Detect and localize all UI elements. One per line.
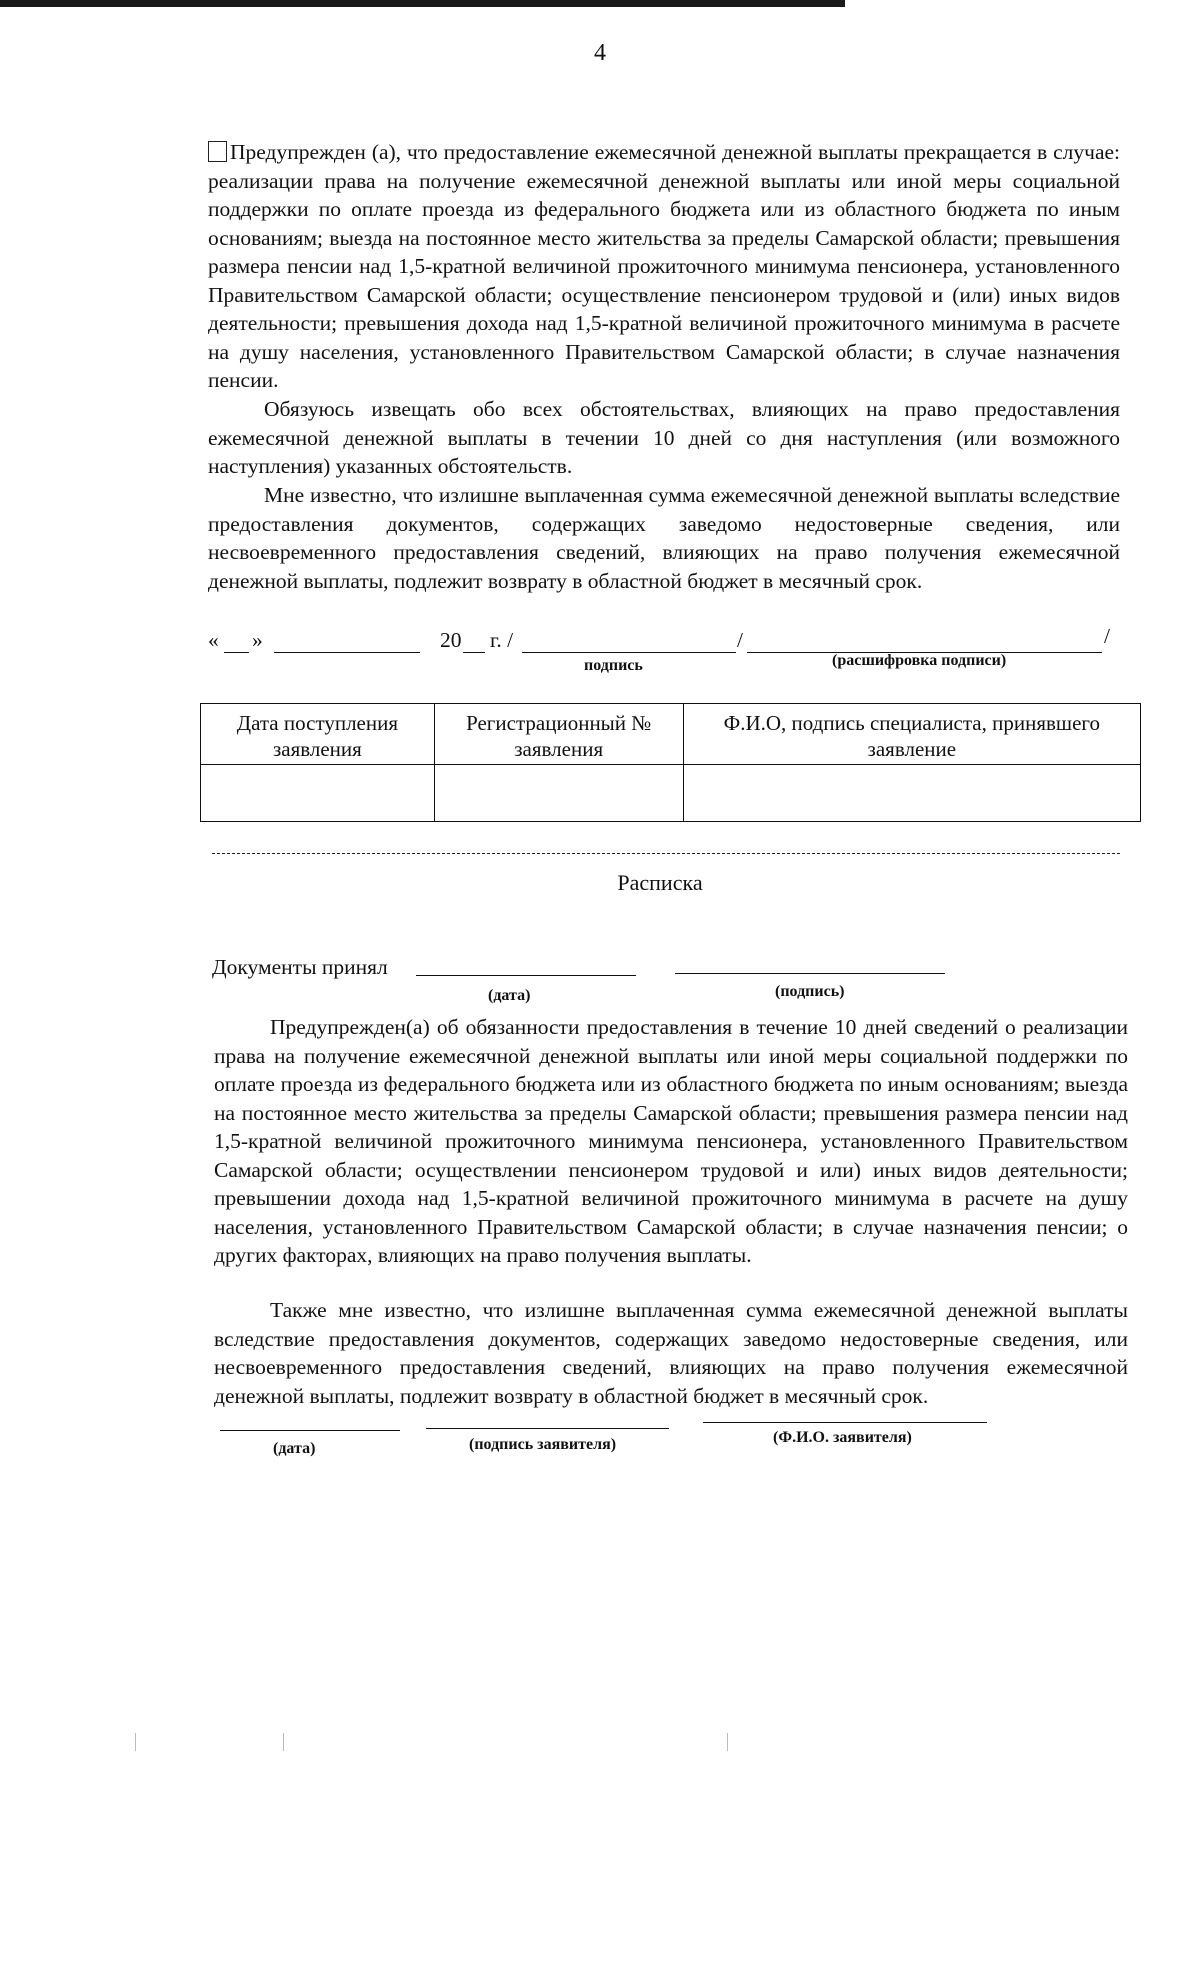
warning-paragraph (208, 138, 1120, 395)
table-row (201, 765, 1141, 822)
obligation-paragraph: Обязуюсь извещать обо всех обстоятельствах, влияющих на право предоставления ежемесячной денежной выплаты в течении 10 дней со дня наступления (или возможного наступления) указанных обстоятельств. (208, 397, 1120, 478)
year-field[interactable] (463, 652, 485, 653)
decode-caption: (расшифровка подписи) (832, 652, 1007, 669)
header-number: Регистрационный № заявления (434, 704, 683, 765)
warning-text: Предупрежден (а), что предоставление ежемесячной денежной выплаты прекращается в случае: реализации права на получение ежемесячной денежной выплаты или иной меры социальной поддержки по оплате проезда из федерального бюджета или из областного бюджета по иным основаниям; выезда на постоянное место жительства за пределы Самарской области; превышения размера пенсии над 1,5-кратной величиной прожиточного минимума пенсионера, установленного Правительством Самарской области; осуществление пенсионером трудовой и (или) иных видов деятельности; превышения дохода над 1,5-кратной величиной прожиточного минимума в расчете на душу населения, установленного Правительством Самарской области; в случае назначения пенсии. (208, 140, 1120, 392)
scan-mark (283, 1733, 284, 1751)
docs-signature-field[interactable] (675, 973, 945, 974)
slash-end: / (1104, 624, 1110, 648)
receipt-refund-paragraph: Также мне известно, что излишне выплаченная сумма ежемесячной денежной выплаты вследствие предоставления документов, содержащих заведомо недостоверные сведения, или несвоевременного предоставления сведений, влияющих на право получения ежемесячной денежной выплаты, подлежит возврату в областной бюджет в месячный срок. (214, 1298, 1128, 1408)
receipt-warning-paragraph: Предупрежден(а) об обязанности предоставления в течение 10 дней сведений о реализации права на получение ежемесячной денежной выплаты или иной меры социальной поддержки по оплате проезда из федерального бюджета или из областного бюджета по иным основаниям; выезда на постоянное место жительства за пределы Самарской области; превышения размера пенсии над 1,5-кратной величиной прожиточного минимума пенсионера, установленного Правительством Самарской области; осуществлении пенсионером трудовой и или) иных видов деятельности; превышении дохода над 1,5-кратной величиной прожиточного минимума в расчете на душу населения, установленного Правительством Самарской области; в случае назначения пенсии; о других факторах, влияющих на право получения выплаты. (214, 1015, 1128, 1267)
checkbox[interactable] (208, 141, 227, 162)
scan-top-edge (0, 0, 845, 7)
page-number: 4 (594, 40, 606, 66)
table-header-row (201, 704, 1141, 765)
header-specialist: Ф.И.О, подпись специалиста, принявшего заявление (683, 704, 1140, 765)
docs-accepted-label: Документы принял (212, 955, 388, 979)
cell-date[interactable] (201, 765, 435, 822)
docs-signature-caption: (подпись) (775, 983, 845, 1000)
applicant-signature-caption: (подпись заявителя) (469, 1436, 617, 1453)
scan-mark (727, 1733, 728, 1751)
applicant-signature-field[interactable] (426, 1428, 669, 1429)
cell-specialist[interactable] (683, 765, 1140, 822)
open-quote: « (208, 628, 219, 652)
docs-date-field[interactable] (416, 975, 636, 976)
header-date: Дата поступления заявления (201, 704, 435, 765)
cut-line (212, 853, 1120, 854)
applicant-name-caption: (Ф.И.О. заявителя) (773, 1429, 912, 1446)
docs-date-caption: (дата) (488, 987, 531, 1004)
close-quote: » (252, 628, 263, 652)
scan-mark (135, 1733, 136, 1751)
applicant-name-field[interactable] (703, 1422, 987, 1423)
signature-field[interactable] (522, 652, 736, 653)
applicant-date-field[interactable] (220, 1430, 400, 1431)
receipt-title: Расписка (617, 870, 703, 895)
slash-separator: / (737, 628, 743, 652)
month-field[interactable] (274, 652, 420, 653)
cell-number[interactable] (434, 765, 683, 822)
registration-table (200, 703, 1141, 822)
year-prefix: 20 (440, 628, 462, 652)
signature-caption: подпись (584, 657, 643, 674)
applicant-date-caption: (дата) (273, 1440, 316, 1457)
year-suffix: г. / (490, 628, 514, 652)
day-field[interactable] (224, 652, 249, 653)
refund-paragraph: Мне известно, что излишне выплаченная сумма ежемесячной денежной выплаты вследствие предоставления документов, содержащих заведомо недостоверные сведения, или несвоевременного предоставления сведений, влияющих на право получения ежемесячной денежной выплаты, подлежит возврату в областной бюджет в месячный срок. (208, 483, 1120, 593)
